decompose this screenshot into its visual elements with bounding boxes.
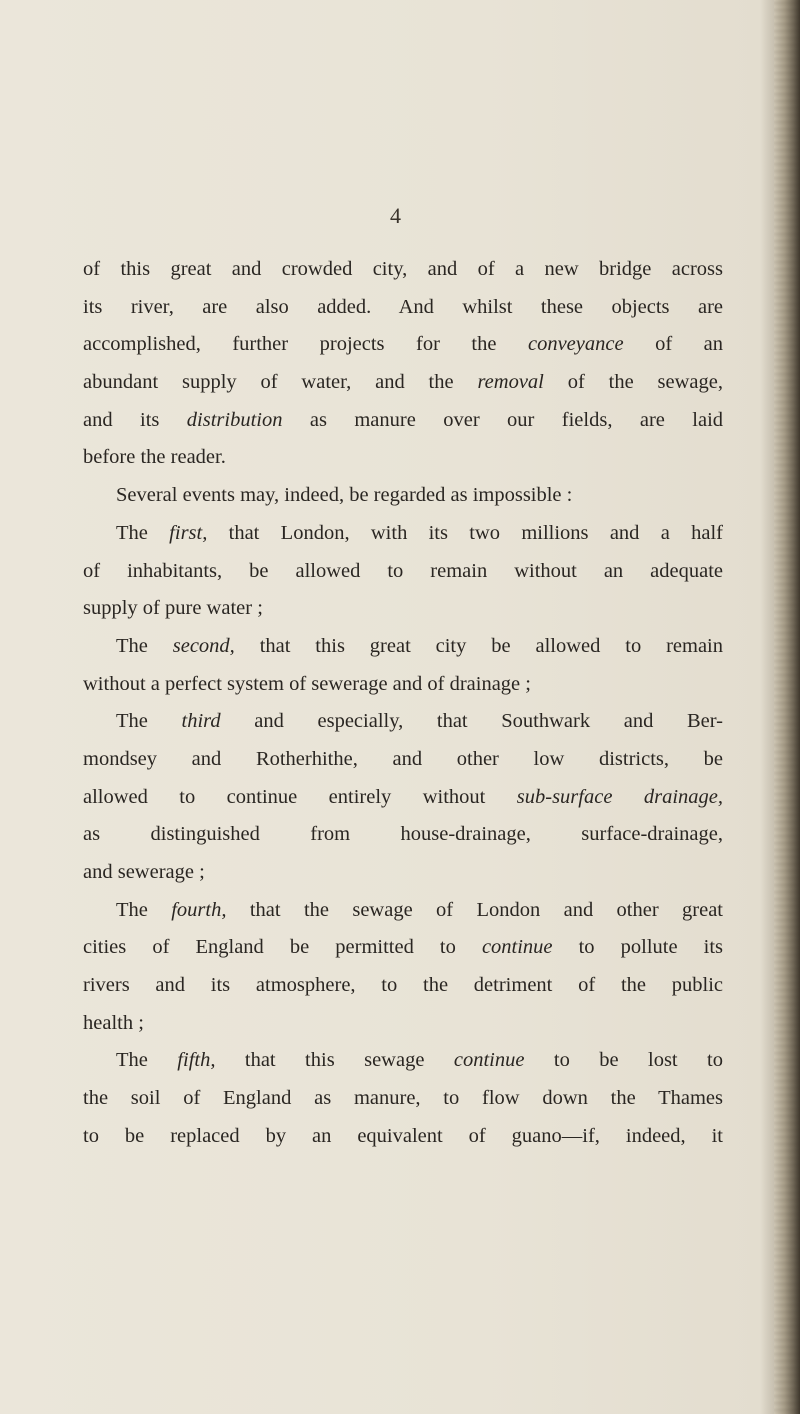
text-line xyxy=(83,892,723,930)
text-run: cities of England be permitted to xyxy=(83,936,482,959)
text-line xyxy=(83,477,723,515)
text-run: allowed to continue entirely without xyxy=(83,785,517,808)
text-run: rivers and its atmosphere, to the detriment of the public xyxy=(83,974,723,997)
page-gutter-shadow xyxy=(760,0,774,1414)
text-line xyxy=(83,1042,723,1080)
text-line xyxy=(83,553,723,591)
text-run: supply of pure water ; xyxy=(83,597,263,620)
text-line xyxy=(83,515,723,553)
text-run: Several events may, indeed, be regarded as impossible : xyxy=(116,484,573,507)
text-run: health ; xyxy=(83,1011,144,1034)
text-run: that the sewage of London and other great xyxy=(226,898,723,921)
italic-text-run: fourth, xyxy=(171,898,227,921)
text-run: to be lost to xyxy=(524,1049,723,1072)
text-run: of inhabitants, be allowed to remain without an adequate xyxy=(83,559,723,582)
text-run: The xyxy=(116,710,182,733)
text-line xyxy=(83,854,723,892)
text-run: and sewerage ; xyxy=(83,861,205,883)
page-number: 4 xyxy=(390,203,401,228)
text-run: before the reader. xyxy=(83,446,226,469)
text-run: of the sewage, xyxy=(543,371,723,394)
text-line xyxy=(83,1080,723,1118)
text-line xyxy=(83,779,723,817)
text-run: of this great and crowded city, and of a new bridge across xyxy=(83,258,723,280)
text-line xyxy=(83,703,723,741)
text-line xyxy=(83,289,723,327)
text-run: mondsey and Rotherhithe, and other low districts, be xyxy=(83,747,723,770)
text-run: the soil of England as manure, to flow down the Thames xyxy=(83,1087,723,1110)
text-run: without a perfect system of sewerage and of drainage ; xyxy=(83,672,531,695)
italic-text-run: sub-surface drainage, xyxy=(516,785,723,808)
text-run: and especially, that Southwark and Ber- xyxy=(220,710,723,733)
page-stack-edge xyxy=(774,0,800,1414)
text-run: that this sewage xyxy=(215,1049,454,1072)
text-line xyxy=(83,1118,723,1156)
text-line xyxy=(83,666,723,704)
text-run: The xyxy=(116,634,173,657)
italic-text-run: conveyance xyxy=(527,333,624,356)
text-line xyxy=(83,364,723,402)
text-run: abundant supply of water, and the xyxy=(83,371,478,394)
text-run: as manure over our fields, are laid xyxy=(282,408,724,431)
body-text xyxy=(83,251,723,1156)
text-line xyxy=(83,251,723,289)
text-run: that London, with its two millions and a half xyxy=(207,521,723,544)
text-line xyxy=(83,1005,723,1043)
text-run: to pollute its xyxy=(552,936,723,959)
text-run: of an xyxy=(623,333,723,356)
text-line xyxy=(83,816,723,854)
text-line xyxy=(83,741,723,779)
italic-text-run: first, xyxy=(169,521,208,544)
italic-text-run: third xyxy=(181,710,221,733)
italic-text-run: fifth, xyxy=(177,1049,216,1072)
text-run: as distinguished from house-drainage, surface-drainage, xyxy=(83,823,723,846)
text-run: The xyxy=(116,1049,178,1072)
text-line xyxy=(83,929,723,967)
text-run: The xyxy=(116,521,170,544)
italic-text-run: distribution xyxy=(186,408,283,431)
text-line xyxy=(83,967,723,1005)
text-run: that this great city be allowed to remain xyxy=(234,634,723,657)
text-run: its river, are also added. And whilst these objects are xyxy=(83,295,723,318)
text-line xyxy=(83,628,723,666)
text-line xyxy=(83,439,723,477)
text-run: and its xyxy=(83,408,187,431)
text-line xyxy=(83,402,723,440)
text-run: to be replaced by an equivalent of guano—if, indeed, it xyxy=(83,1124,723,1147)
italic-text-run: removal xyxy=(477,371,544,394)
italic-text-run: continue xyxy=(481,936,553,959)
text-line xyxy=(83,326,723,364)
italic-text-run: continue xyxy=(453,1049,525,1072)
italic-text-run: second, xyxy=(172,634,235,657)
text-run: accomplished, further projects for the xyxy=(83,333,528,356)
text-run: The xyxy=(116,898,172,921)
text-line xyxy=(83,590,723,628)
